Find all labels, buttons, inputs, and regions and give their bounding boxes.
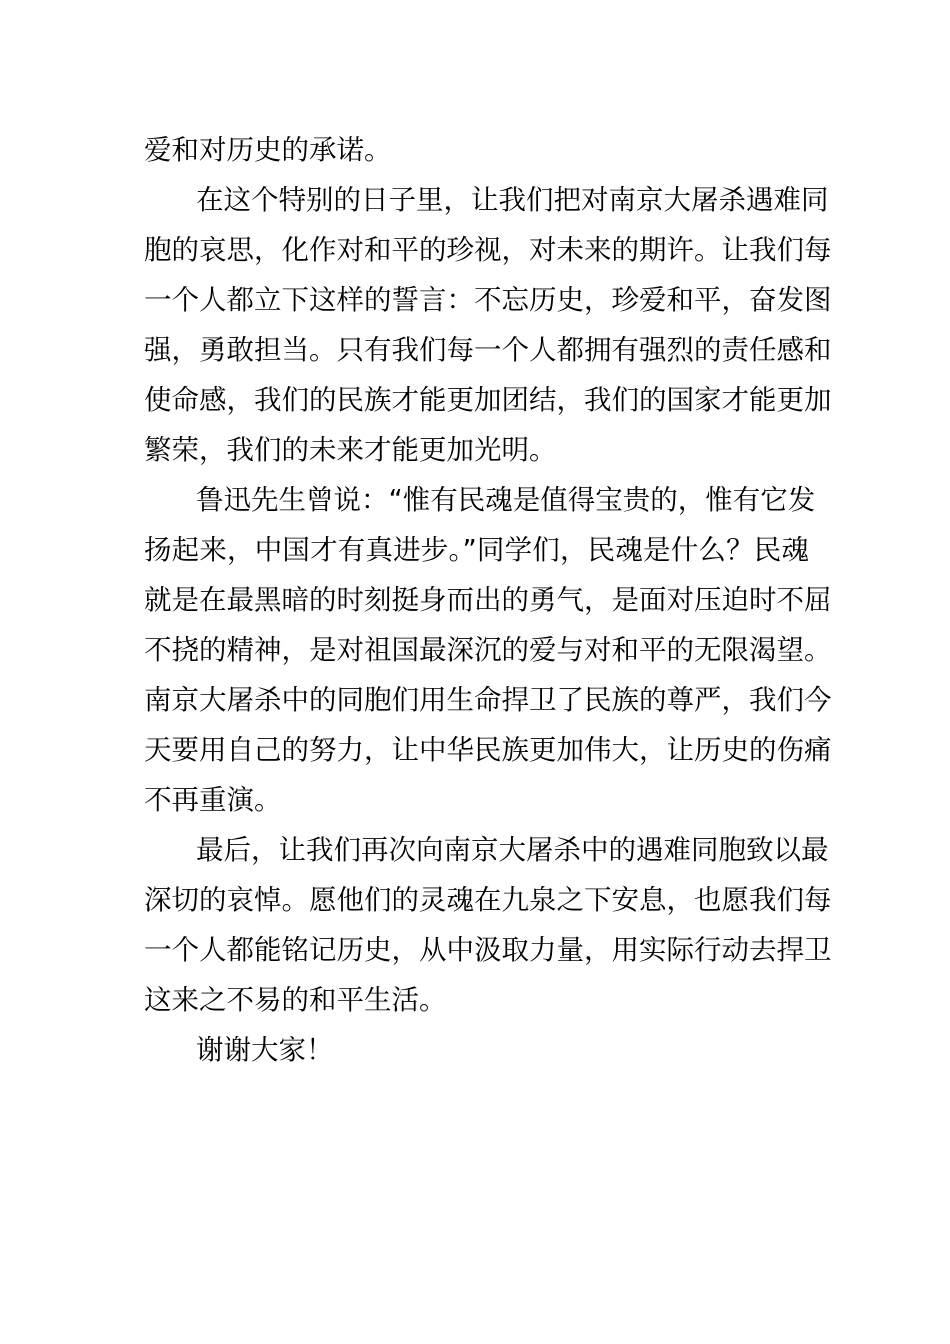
- text-line: 一个人都能铭记历史，从中汲取力量，用实际行动去捍卫: [144, 934, 832, 966]
- text-line: 鲁迅先生曾说：“惟有民魂是值得宝贵的，惟有它发: [196, 484, 816, 516]
- text-line: 这来之不易的和平生活。: [144, 984, 447, 1016]
- text-line: 扬起来，中国才有真进步。”同学们，民魂是什么？民魂: [144, 534, 809, 566]
- text-line: 繁荣，我们的未来才能更加光明。: [144, 434, 557, 466]
- text-line: 深切的哀悼。愿他们的灵魂在九泉之下安息，也愿我们每: [144, 884, 832, 916]
- text-line: 不挠的精神，是对祖国最深沉的爱与对和平的无限渴望。: [144, 634, 832, 666]
- text-line: 一个人都立下这样的誓言：不忘历史，珍爱和平，奋发图: [144, 284, 832, 316]
- text-line: 最后，让我们再次向南京大屠杀中的遇难同胞致以最: [196, 834, 829, 866]
- text-line: 就是在最黑暗的时刻挺身而出的勇气，是面对压迫时不屈: [144, 584, 832, 616]
- text-line: 天要用自己的努力，让中华民族更加伟大，让历史的伤痛: [144, 734, 832, 766]
- text-line: 南京大屠杀中的同胞们用生命捍卫了民族的尊严，我们今: [144, 684, 832, 716]
- text-line: 在这个特别的日子里，让我们把对南京大屠杀遇难同: [196, 184, 829, 216]
- text-line: 胞的哀思，化作对和平的珍视，对未来的期许。让我们每: [144, 234, 832, 266]
- speech-text-body: [144, 125, 832, 1075]
- text-line: 爱和对历史的承诺。: [144, 134, 392, 166]
- text-line: 使命感，我们的民族才能更加团结，我们的国家才能更加: [144, 384, 832, 416]
- text-line: 谢谢大家！: [196, 1034, 334, 1066]
- text-line: 不再重演。: [144, 784, 282, 816]
- text-line: 强，勇敢担当。只有我们每一个人都拥有强烈的责任感和: [144, 334, 832, 366]
